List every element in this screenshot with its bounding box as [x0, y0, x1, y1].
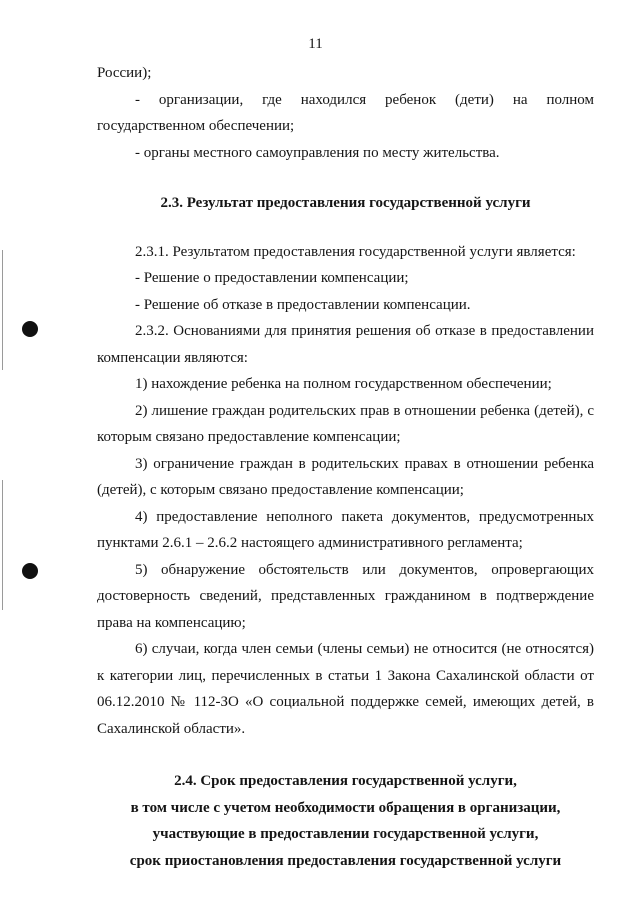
section-heading-line: в том числе с учетом необходимости обращения в организации, — [130, 799, 561, 816]
paragraph: - органы местного самоуправления по месту жительства. — [135, 144, 500, 161]
paragraph: России); — [97, 65, 152, 81]
page-number: 11 — [308, 36, 323, 52]
section-heading-line: участвующие в предоставлении государственной услуги, — [152, 826, 539, 842]
section-heading-line: срок приостановления предоставления государственной услуги — [129, 852, 562, 869]
scan-edge-line — [2, 250, 3, 370]
paragraph: - Решение о предоставлении компенсации; — [135, 270, 409, 286]
list-item: 5) обнаружение обстоятельств или документов, опровергающих достоверность сведений, представленных гражданином в подтверждение права на компенсацию; — [97, 561, 594, 631]
paragraph: - Решение об отказе в предоставлении компенсации. — [135, 296, 471, 313]
document-body — [97, 60, 594, 874]
list-item: 3) ограничение граждан в родительских правах в отношении ребенка (детей), с которым связано предоставление компенсации; — [97, 455, 594, 498]
paragraph: 2.3.2. Основаниями для принятия решения об отказе в предоставлении компенсации являются: — [97, 323, 594, 366]
punch-hole-top — [22, 321, 38, 337]
list-item: 4) предоставление неполного пакета документов, предусмотренных пунктами 2.6.1 – 2.6.2 настоящего административного регламента; — [97, 508, 594, 551]
punch-hole-bottom — [22, 563, 38, 579]
list-item: 2) лишение граждан родительских прав в отношении ребенка (детей), с которым связано предоставление компенсации; — [97, 402, 594, 445]
paragraph: 2.3.1. Результатом предоставления государственной услуги является: — [135, 243, 576, 260]
list-item: 1) нахождение ребенка на полном государственном обеспечении; — [135, 376, 552, 392]
paragraph: - организации, где находился ребенок (дети) на полном государственном обеспечении; — [97, 91, 594, 134]
section-heading: 2.3. Результат предоставления государственной услуги — [160, 195, 531, 211]
list-item: 6) случаи, когда член семьи (члены семьи) не относится (не относятся) к категории лиц, перечисленных в статьи 1 Закона Сахалинской области от 06.12.2010 № 112-ЗО «О социальной поддержке семей, имеющих детей, в Сахалинской области». — [97, 641, 594, 737]
scan-edge-line — [2, 480, 3, 610]
section-heading-line: 2.4. Срок предоставления государственной услуги, — [174, 773, 517, 789]
